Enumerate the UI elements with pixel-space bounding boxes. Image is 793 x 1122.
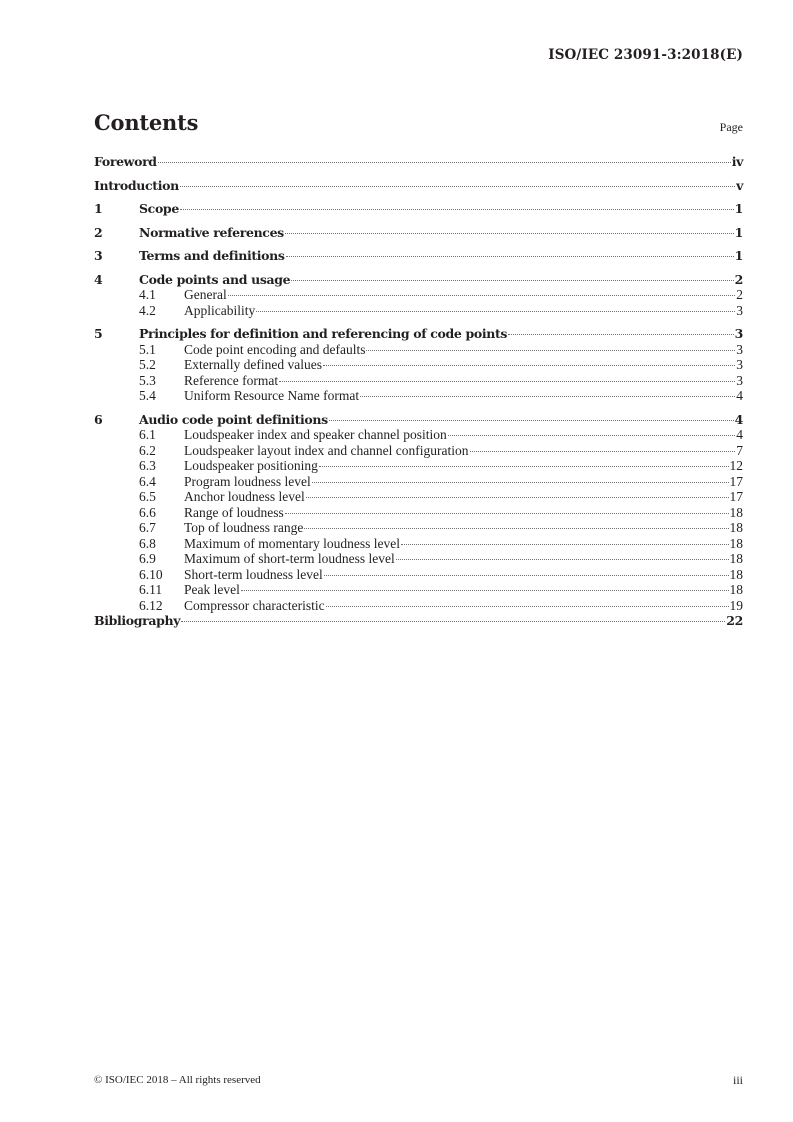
toc-entry-page: 18 [729, 566, 743, 582]
toc-entry-page: 4 [734, 411, 743, 427]
toc-entry-number: 6.7 [139, 520, 156, 535]
toc-entry-page: 3 [736, 372, 743, 388]
dot-leader [180, 186, 735, 187]
toc-entry-anchor-loudness-level[interactable] [94, 489, 743, 505]
toc-entry-title: Program loudness level [184, 473, 311, 489]
page-number: iii [732, 1073, 743, 1087]
toc-entry-page: 3 [734, 326, 743, 341]
toc-entry-title: Reference format [184, 372, 279, 388]
dot-leader [180, 209, 734, 210]
toc-entry-number: 5.1 [139, 341, 156, 357]
toc-entry-title: Externally defined values [184, 357, 322, 372]
copyright-notice: © ISO/IEC 2018 – All rights reserved [94, 1074, 261, 1086]
toc-entry-introduction[interactable] [94, 178, 743, 194]
toc-entry-title: Applicability [184, 302, 256, 318]
page-column-label: Page [719, 120, 743, 134]
toc-entry-number: 5.2 [139, 357, 156, 372]
document-id: ISO/IEC 23091-3:2018(E) [548, 47, 743, 63]
toc-entry-title: Terms and definitions [139, 248, 285, 263]
toc-entry-title: Foreword [94, 154, 157, 169]
toc-entry-max-short-term-loudness[interactable] [94, 551, 743, 567]
toc-entry-page: 22 [726, 613, 743, 628]
toc-entry-range-of-loudness[interactable] [94, 505, 743, 521]
dot-leader [285, 233, 734, 234]
toc-entry-number: 6.9 [139, 551, 156, 566]
toc-entry-title: Principles for definition and referencing of code points [139, 326, 508, 341]
dot-leader [319, 466, 729, 467]
toc-entry-title: Maximum of momentary loudness level [184, 535, 400, 551]
toc-entry-title: Scope [139, 201, 179, 216]
toc-entry-scope[interactable] [94, 201, 743, 217]
toc-entry-applicability[interactable] [94, 303, 743, 319]
toc-entry-title: Normative references [139, 224, 284, 240]
toc-entry-short-term-loudness-level[interactable] [94, 567, 743, 583]
toc-entry-page: 3 [736, 302, 743, 318]
toc-entry-urn-format[interactable] [94, 388, 743, 404]
toc-entry-top-of-loudness-range[interactable] [94, 520, 743, 536]
toc-entry-number: 4 [94, 271, 103, 287]
toc-entry-title: Short-term loudness level [184, 566, 323, 582]
toc-entry-loudspeaker-index[interactable] [94, 427, 743, 443]
toc-entry-loudspeaker-positioning[interactable] [94, 458, 743, 474]
toc-entry-page: 18 [729, 504, 743, 520]
dot-leader [306, 497, 729, 498]
toc-entry-title: Top of loudness range [184, 520, 304, 535]
table-of-contents [94, 154, 743, 629]
toc-entry-page: iv [731, 154, 743, 169]
toc-entry-number: 3 [94, 248, 103, 263]
toc-entry-number: 6.2 [139, 442, 156, 458]
toc-entry-title: Loudspeaker positioning [184, 458, 318, 473]
dot-leader [241, 590, 729, 591]
toc-entry-number: 5 [94, 326, 103, 341]
toc-entry-number: 6.12 [139, 597, 163, 613]
toc-entry-title: Loudspeaker index and speaker channel position [184, 427, 447, 442]
dot-leader [279, 381, 735, 382]
page-title: Contents [94, 110, 199, 135]
dot-leader [312, 482, 729, 483]
toc-entry-title: Compressor characteristic [184, 597, 325, 613]
dot-leader [291, 280, 733, 281]
toc-entry-number: 6 [94, 411, 103, 427]
dot-leader [508, 334, 734, 335]
dot-leader [470, 451, 736, 452]
toc-entry-title: Introduction [94, 177, 179, 193]
toc-entry-number: 4.1 [139, 287, 156, 302]
toc-entry-page: 18 [729, 551, 743, 566]
toc-entry-reference-format[interactable] [94, 373, 743, 389]
dot-leader [256, 311, 735, 312]
toc-entry-foreword[interactable] [94, 154, 743, 170]
dot-leader [181, 621, 725, 622]
toc-entry-number: 4.2 [139, 302, 156, 318]
dot-leader [323, 365, 735, 366]
toc-entry-peak-level[interactable] [94, 582, 743, 598]
toc-entry-page: 3 [736, 357, 743, 372]
dot-leader [326, 606, 729, 607]
toc-entry-title: Bibliography [94, 613, 181, 628]
toc-entry-title: Code points and usage [139, 271, 291, 287]
toc-entry-number: 6.1 [139, 427, 156, 442]
toc-entry-page: 1 [734, 201, 743, 216]
dot-leader [228, 295, 736, 296]
toc-entry-title: Range of loudness [184, 504, 284, 520]
toc-entry-page: 19 [729, 597, 743, 613]
toc-entry-page: 7 [736, 442, 743, 458]
toc-entry-compressor-characteristic[interactable] [94, 598, 743, 614]
dot-leader [324, 575, 729, 576]
dot-leader [158, 162, 731, 163]
toc-entry-number: 6.6 [139, 504, 156, 520]
toc-entry-page: 18 [729, 582, 743, 597]
toc-entry-program-loudness-level[interactable] [94, 474, 743, 490]
toc-entry-number: 6.8 [139, 535, 156, 551]
toc-entry-page: 1 [734, 248, 743, 263]
toc-entry-number: 6.11 [139, 582, 163, 597]
dot-leader [285, 513, 729, 514]
toc-entry-page: 2 [734, 271, 743, 287]
dot-leader [329, 420, 734, 421]
toc-entry-page: 3 [736, 341, 743, 357]
toc-entry-page: 18 [729, 535, 743, 551]
dot-leader [360, 396, 735, 397]
toc-entry-title: Uniform Resource Name format [184, 388, 360, 403]
toc-entry-code-point-encoding[interactable] [94, 342, 743, 358]
toc-entry-number: 5.4 [139, 388, 156, 403]
toc-entry-title: Audio code point definitions [139, 411, 328, 427]
toc-entry-number: 5.3 [139, 372, 156, 388]
dot-leader [304, 528, 728, 529]
toc-entry-normative-references[interactable] [94, 225, 743, 241]
toc-entry-number: 6.5 [139, 489, 156, 504]
toc-entry-page: 18 [729, 520, 743, 535]
dot-leader [286, 256, 734, 257]
toc-entry-principles[interactable] [94, 326, 743, 342]
toc-entry-number: 6.10 [139, 566, 163, 582]
toc-entry-externally-defined-values[interactable] [94, 357, 743, 373]
toc-entry-page: v [736, 177, 743, 193]
toc-entry-page: 4 [736, 388, 743, 403]
toc-entry-page: 12 [729, 458, 743, 473]
toc-entry-page: 17 [729, 473, 743, 489]
toc-entry-max-momentary-loudness[interactable] [94, 536, 743, 552]
toc-entry-number: 1 [94, 201, 103, 216]
toc-entry-general[interactable] [94, 287, 743, 303]
toc-entry-bibliography[interactable] [94, 613, 743, 629]
toc-entry-number: 2 [94, 224, 103, 240]
toc-entry-terms-and-definitions[interactable] [94, 248, 743, 264]
toc-entry-number: 6.3 [139, 458, 156, 473]
toc-entry-title: Peak level [184, 582, 240, 597]
dot-leader [448, 435, 735, 436]
toc-entry-title: Code point encoding and defaults [184, 341, 366, 357]
toc-entry-loudspeaker-layout-index[interactable] [94, 443, 743, 459]
dot-leader [401, 544, 729, 545]
toc-entry-page: 17 [729, 489, 743, 504]
toc-entry-audio-code-point-definitions[interactable] [94, 412, 743, 428]
toc-entry-code-points-and-usage[interactable] [94, 272, 743, 288]
toc-entry-page: 4 [736, 427, 743, 442]
toc-entry-title: Anchor loudness level [184, 489, 305, 504]
toc-entry-title: Maximum of short-term loudness level [184, 551, 395, 566]
toc-entry-number: 6.4 [139, 473, 156, 489]
toc-entry-title: General [184, 287, 227, 302]
toc-entry-page: 1 [734, 224, 743, 240]
dot-leader [396, 559, 729, 560]
toc-entry-page: 2 [736, 287, 743, 302]
toc-entry-title: Loudspeaker layout index and channel configuration [184, 442, 469, 458]
dot-leader [366, 350, 735, 351]
